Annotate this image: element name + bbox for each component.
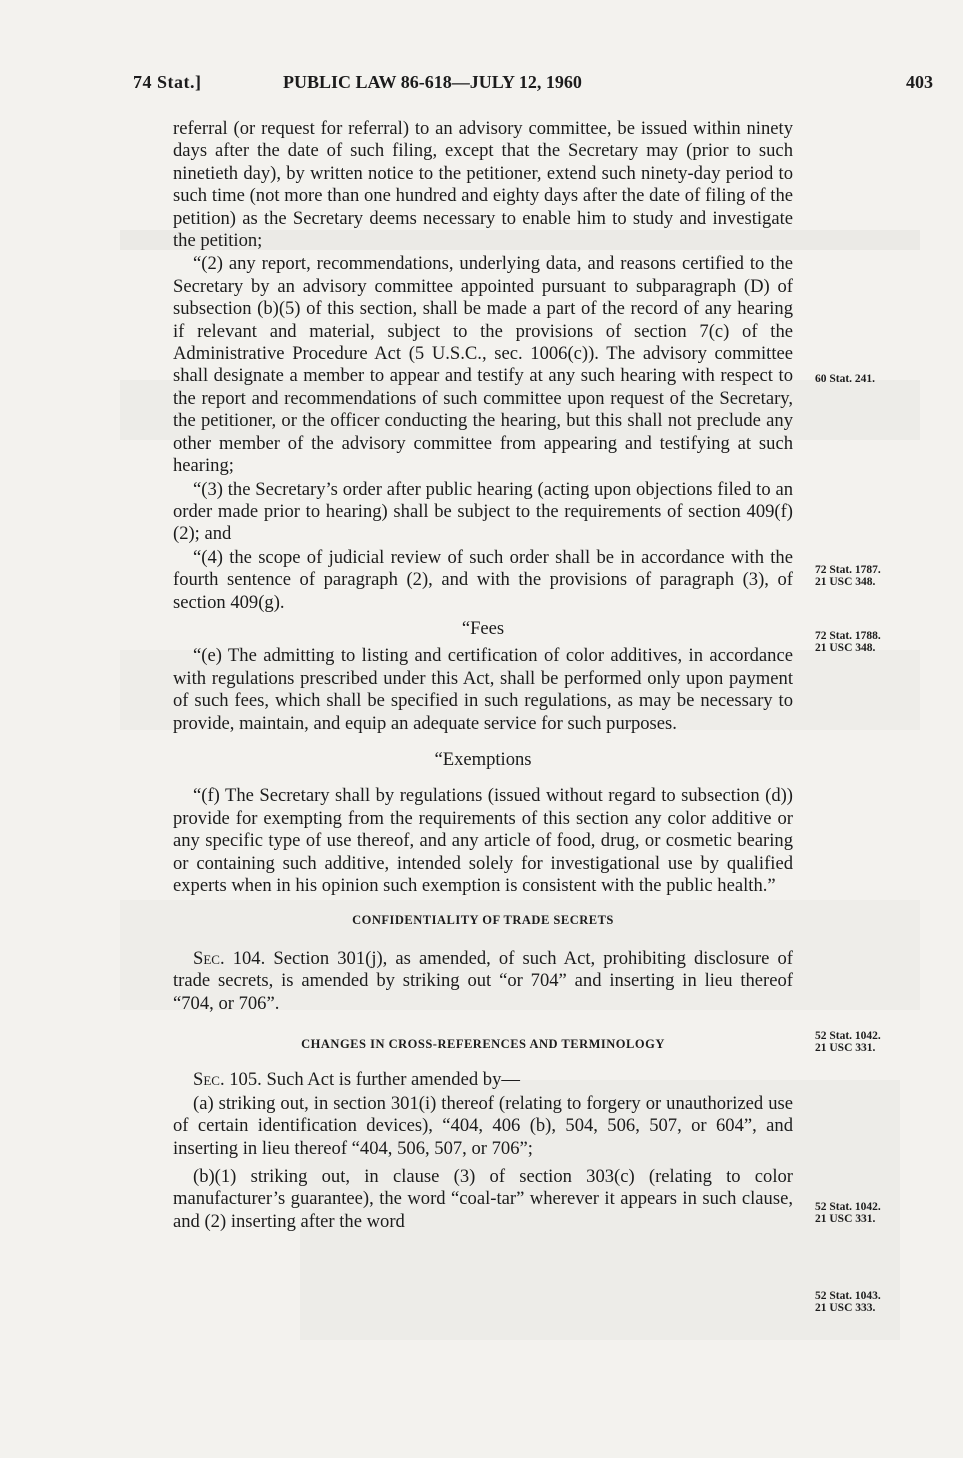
margin-note-72-stat-1787: 72 Stat. 1787. 21 USC 348. [815,564,881,588]
clause-a: (a) striking out, in section 301(i) thereof (relating to forgery or unauthorized use of certain identification devices), “404, 406 (b), 504, 506, 507, or 604”, and inserting in lieu thereof “404, 506, 507, or 706”; [173,1092,793,1159]
margin-note-52-stat-1042-b: 52 Stat. 1042. 21 USC 331. [815,1201,881,1225]
paragraph-referral: referral (or request for referral) to an advisory committee, be issued within ninety days after the date of such filing, except that the Secretary may (prior to such ninetieth day), by written notice to the petitioner, extend such ninety-day period to such time (not more than one hundred and eighty days after the date of filing of the petition) as the Secretary deems necessary to enable him to study and investigate the petition; [173,118,793,252]
paragraph-3: “(3) the Secretary’s order after public hearing (acting upon objections filed to an order made prior to hearing) shall be subject to the requirements of section 409(f)(2); and [173,478,793,545]
section-104-text: Section 301(j), as amended, of such Act, prohibiting disclosure of trade secrets, is amended by striking out “or 704” and inserting in lieu thereof “704, or 706”. [173,947,793,1014]
running-header [0,72,963,98]
fees-heading: “Fees [461,617,505,639]
clause-b: (b)(1) striking out, in clause (3) of section 303(c) (relating to color manufacturer’s guarantee), the word “coal-tar” wherever it appears in such clause, and (2) inserting after the word [173,1166,793,1232]
volume-citation: 74 Stat.] [133,72,202,92]
law-title: PUBLIC LAW 86-618—JULY 12, 1960 [283,72,582,92]
paragraph-4: “(4) the scope of judicial review of such order shall be in accordance with the fourth sentence of paragraph (2), and with the provisions of paragraph (3), of section 409(g). [173,546,793,613]
main-text [173,118,793,1233]
changes-heading: CHANGES IN CROSS-REFERENCES AND TERMINOLOGY [301,1037,665,1052]
section-105-label: Sec. 105. [193,1069,262,1091]
margin-note-60-stat-241: 60 Stat. 241. [815,373,876,385]
section-104 [173,948,793,1015]
margin-note-52-stat-1043: 52 Stat. 1043. 21 USC 333. [815,1290,881,1314]
margin-note-52-stat-1042-a: 52 Stat. 1042. 21 USC 331. [815,1030,881,1054]
confidentiality-heading: CONFIDENTIALITY OF TRADE SECRETS [352,913,614,928]
exemptions-heading: “Exemptions [434,748,532,770]
paragraph-2: “(2) any report, recommendations, underlying data, and reasons certified to the Secretary by an advisory committee appointed pursuant to subparagraph (D) of subsection (b)(5) of this section, shall be made a part of the record of any hearing if relevant and material, subject to the provisions of section 7(c) of the Administrative Procedure Act (5 U.S.C., sec. 1006(c)). The advisory committee shall designate a member to appear and testify at any such hearing with respect to the report and recommendations of such committee upon request of the Secretary, the petitioner, or the officer conducting the hearing, but this shall not preclude any other member of the advisory committee from appearing and testifying at such hearing; [173,253,793,477]
paragraph-f: “(f) The Secretary shall by regulations (issued without regard to subsection (d)) provide for exempting from the requirements of this section any color additive or any specific type of use thereof, and any article of food, drug, or cosmetic bearing or containing such additive, intended solely for investigational use by qualified experts when in his opinion such exemption is consistent with the public health.” [173,785,793,896]
section-104-label: Sec. 104. [193,947,266,969]
paragraph-e: “(e) The admitting to listing and certification of color additives, in accordance with regulations prescribed under this Act, shall be performed only upon payment of such fees, which shall be specified in such regulations, as may be necessary to provide, maintain, and equip an adequate service for such purposes. [173,645,793,734]
page-number: 403 [906,72,933,92]
section-105 [173,1069,793,1091]
margin-note-72-stat-1788: 72 Stat. 1788. 21 USC 348. [815,630,881,654]
section-105-text: Such Act is further amended by— [266,1069,520,1091]
